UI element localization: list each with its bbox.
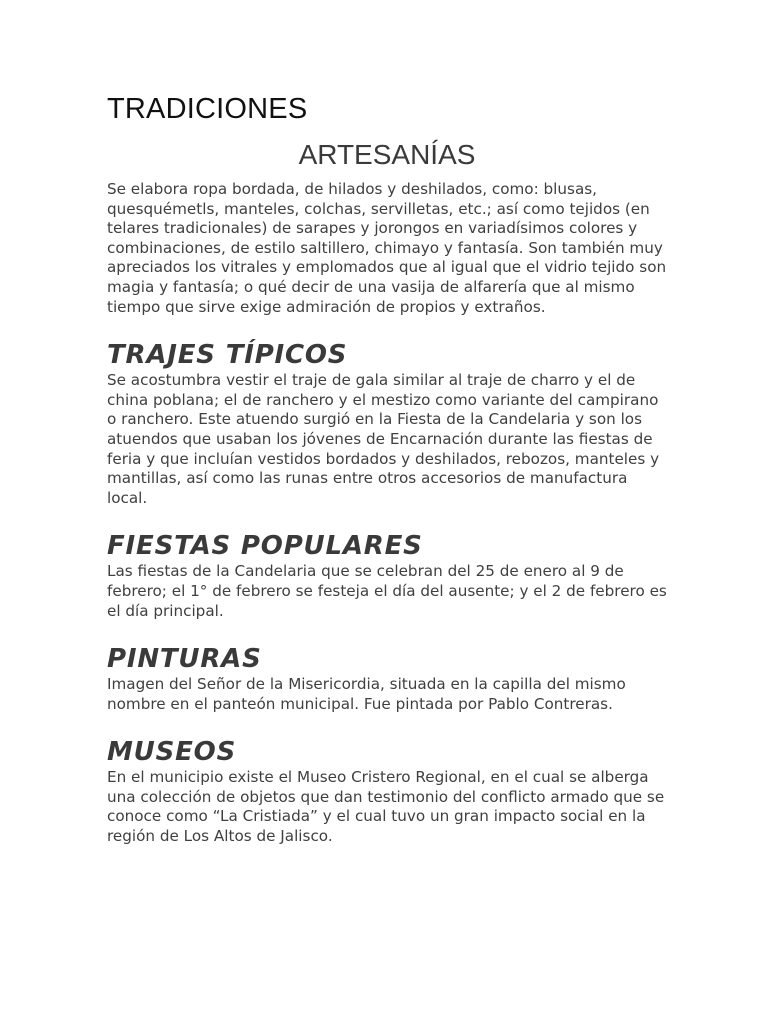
section-heading-pinturas: PINTURAS (107, 644, 262, 675)
document-page (107, 90, 667, 847)
section-text-artesanias: Se elabora ropa bordada, de hilados y deshilados, como: blusas, quesquémetls, manteles, colchas, servilletas, etc.; así como tejidos (en telares tradicionales) de sarapes y jorongos en variadísimos colores y combinaciones, de estilo saltillero, chimayo y fantasía. Son también muy apreciados los vitrales y emplomados que al igual que el vidrio tejido son magia y fantasía; o qué decir de una vasija de alfarería que al mismo tiempo que sirve exige admiración de propios y extraños. (107, 180, 667, 316)
section-trajes-tipicos (107, 339, 667, 508)
document-title: TRADICIONES (107, 93, 308, 125)
section-heading-fiestas-populares: FIESTAS POPULARES (107, 531, 423, 562)
section-heading-museos: MUSEOS (107, 737, 237, 768)
section-text-fiestas-populares: Las fiestas de la Candelaria que se celebran del 25 de enero al 9 de febrero; el 1° de febrero se festeja el día del ausente; y el 2 de febrero es el día principal. (107, 562, 667, 620)
section-text-trajes-tipicos: Se acostumbra vestir el traje de gala similar al traje de charro y el de china poblana; el de ranchero y el mestizo como variante del campirano o ranchero. Este atuendo surgió en la Fiesta de la Candelaria y son los atuendos que usaban los jóvenes de Encarnación durante las fiestas de feria y que incluían vestidos bordados y deshilados, rebozos, manteles y mantillas, así como las runas entre otros accesorios de manufactura local. (107, 371, 660, 507)
section-text-pinturas: Imagen del Señor de la Misericordia, situada en la capilla del mismo nombre en el panteón municipal. Fue pintada por Pablo Contreras. (107, 675, 626, 713)
section-heading-artesanias: ARTESANÍAS (298, 139, 476, 170)
section-museos (107, 736, 667, 846)
section-fiestas-populares (107, 530, 667, 621)
section-heading-trajes-tipicos: TRAJES TÍPICOS (107, 340, 348, 371)
section-artesanias (107, 138, 667, 317)
section-pinturas (107, 643, 667, 714)
section-text-museos: En el municipio existe el Museo Cristero Regional, en el cual se alberga una colección de objetos que dan testimonio del conflicto armado que se conoce como “La Cristiada” y el cual tuvo un gran impacto social en la región de Los Altos de Jalisco. (107, 768, 665, 846)
